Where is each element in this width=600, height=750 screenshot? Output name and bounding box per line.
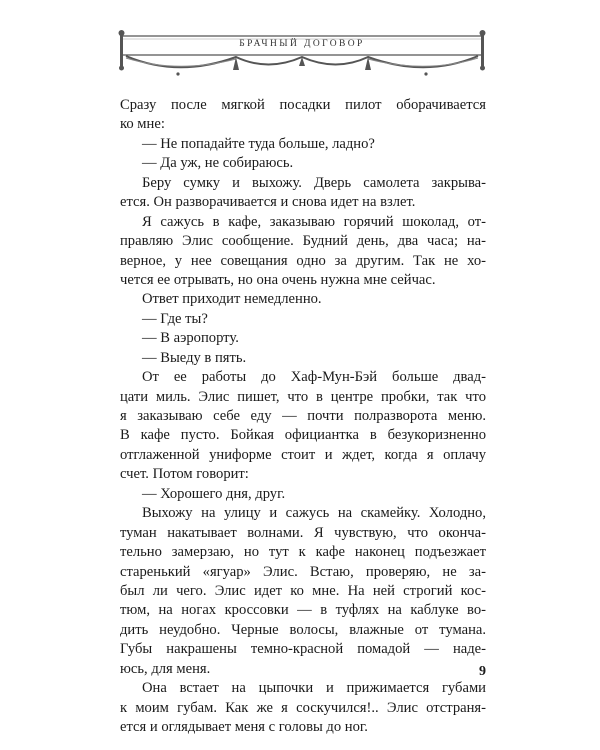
text-line: туман накатывает волнами. Я чувствую, что оконча-: [120, 524, 486, 541]
text-line: был ли чего. Элис идет ко мне. На ней строгий кос-: [120, 582, 486, 599]
page-number: 9: [479, 664, 486, 679]
text-line: цати миль. Элис пишет, что в центре пробки, так что: [120, 388, 486, 405]
text-line: В кафе пусто. Бойкая официантка в безукоризненно: [120, 427, 486, 444]
text-line: дить неудобно. Черные волосы, влажные от тумана.: [120, 621, 486, 638]
text-line: тюм, на ногах кроссовки — в туфлях на каблуке во-: [120, 602, 486, 619]
running-header: [118, 30, 486, 82]
text-line: старенький «ягуар» Элис. Встаю, проверяю, не за-: [120, 563, 486, 580]
text-line: Она встает на цыпочки и прижимается губами: [142, 680, 486, 697]
text-line: тельно замерзаю, но тут к кафе наконец подъезжает: [120, 544, 486, 561]
text-line: Губы накрашены темно-красной помадой — наде-: [120, 641, 486, 658]
text-line: — Хорошего дня, друг.: [142, 485, 286, 502]
text-line: верное, у нее совещания одно за другим. Так не хо-: [120, 252, 486, 269]
text-line: Беру сумку и выхожу. Дверь самолета закрыва-: [142, 174, 486, 191]
body-text: [120, 96, 486, 737]
text-line: Ответ приходит немедленно.: [142, 291, 322, 308]
text-line: правляю Элис сообщение. Будний день, два часа; на-: [120, 233, 486, 250]
text-line: Я сажусь в кафе, заказываю горячий шоколад, от-: [142, 213, 486, 230]
text-line: — Не попадайте туда больше, ладно?: [142, 135, 375, 152]
text-line: ется и оглядывает меня с головы до ног.: [120, 719, 368, 735]
text-line: ко мне:: [120, 116, 165, 133]
text-line: отглаженной униформе стоит и ждет, когда я оплачу: [120, 446, 486, 463]
text-line: к моим губам. Как же я соскучился!.. Элис отстраня-: [120, 699, 486, 716]
text-line: чется ее отрывать, но она очень нужна мне сейчас.: [120, 271, 436, 288]
text-line: ется. Он разворачивается и снова идет на взлет.: [120, 194, 416, 211]
text-line: — Выеду в пять.: [142, 349, 247, 366]
text-line: — Где ты?: [142, 310, 208, 327]
text-line: — В аэропорту.: [142, 330, 239, 347]
header-title: БРАЧНЫЙ ДОГОВОР: [239, 39, 365, 49]
text-line: я заказываю себе еду — почти полразворота меню.: [120, 408, 486, 424]
text-line: счет. Потом говорит:: [120, 466, 249, 483]
text-line: От ее работы до Хаф-Мун-Бэй больше двад-: [142, 369, 486, 386]
text-line: — Да уж, не собираюсь.: [142, 155, 294, 172]
text-line: юсь, для меня.: [120, 660, 211, 677]
ornament-frame-icon: [118, 30, 486, 82]
text-line: Сразу после мягкой посадки пилот оборачивается: [120, 97, 486, 113]
text-line: Выхожу на улицу и сажусь на скамейку. Холодно,: [142, 505, 486, 522]
